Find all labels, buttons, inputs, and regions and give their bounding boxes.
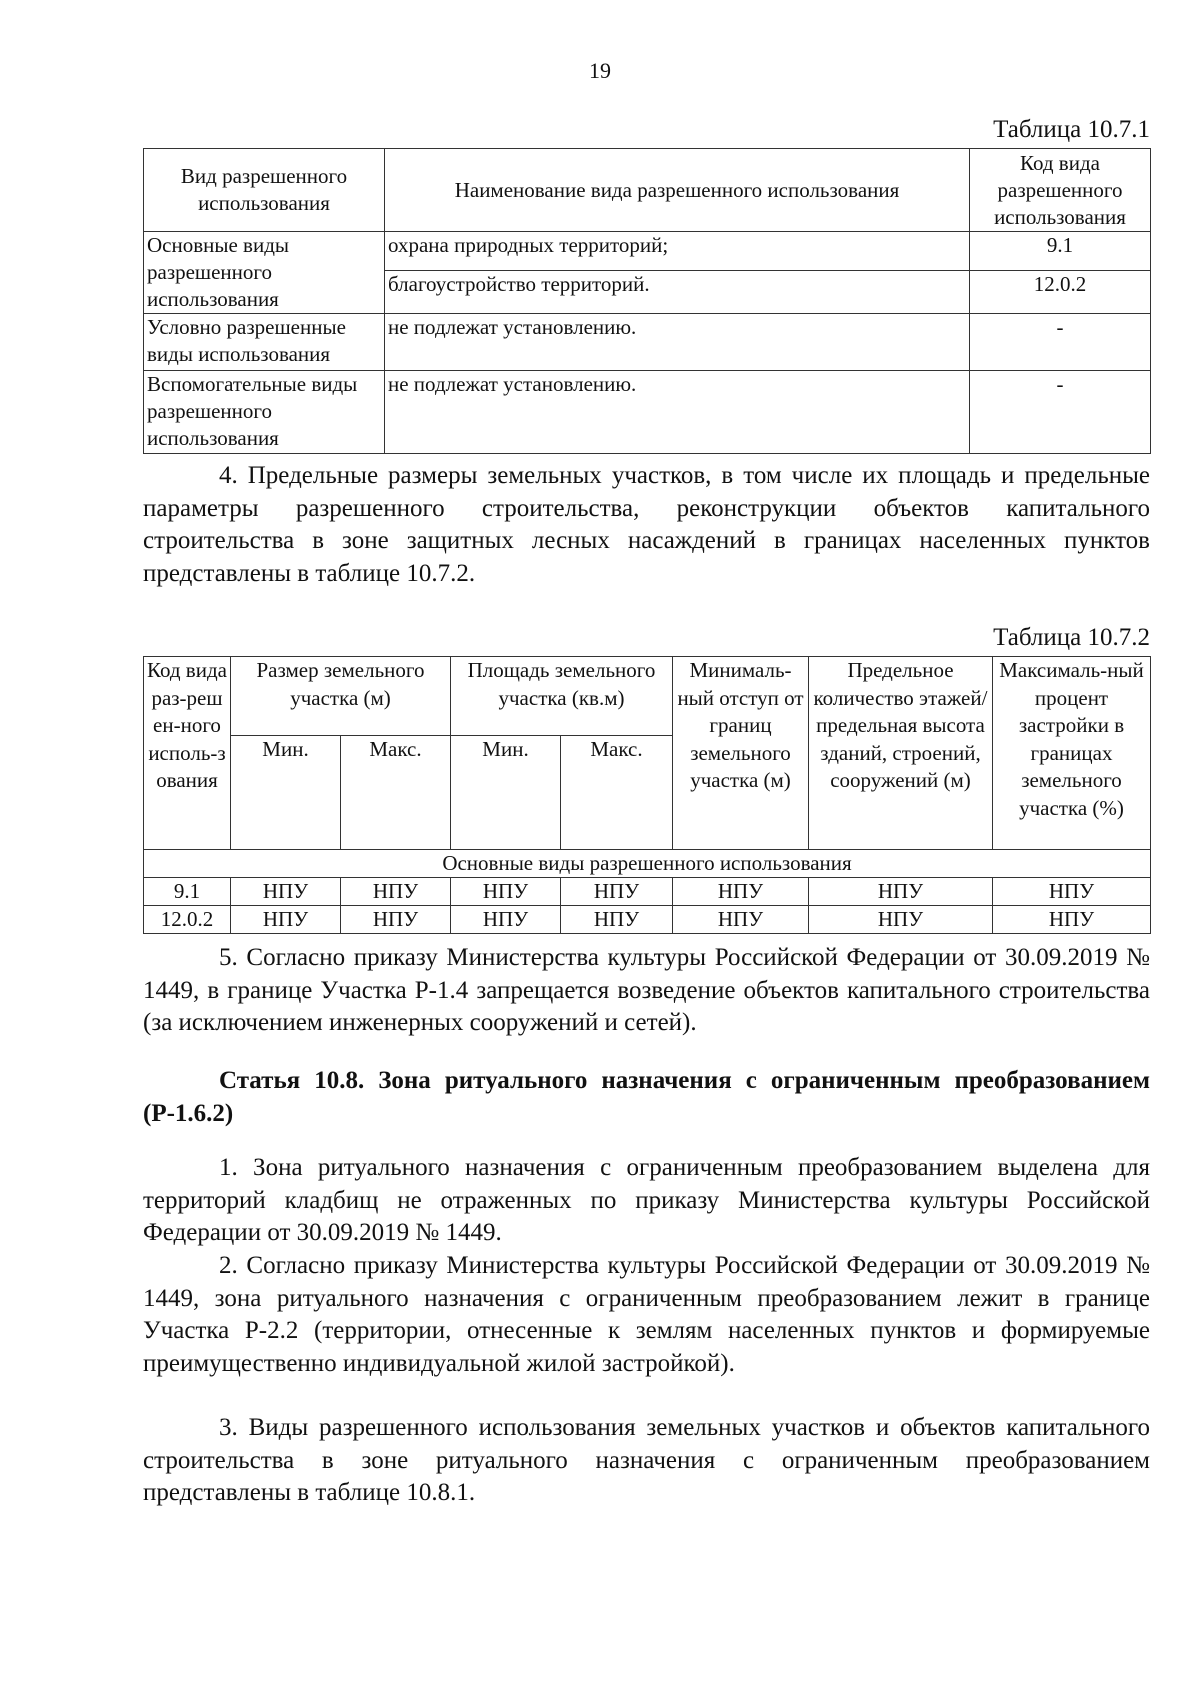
row-value-cell: НПУ	[341, 906, 451, 934]
section-label-cell: Основные виды разрешенного использования	[144, 850, 1151, 878]
row-value-cell: НПУ	[231, 906, 341, 934]
table-header-row	[144, 149, 1151, 232]
article-item-2: 2. Согласно приказу Министерства культуры Российской Федерации от 30.09.2019 № 1449, зона ритуального назначения с ограниченным преобразованием лежит в границе Участка Р-2.2 (территории, отнесенные к землям населенных пунктов и формируемые преимущественно индивидуальной жилой застройкой).	[143, 1252, 1150, 1377]
header-cell-area-max: Макс.	[561, 736, 673, 850]
header-cell-name: Наименование вида разрешенного использования	[385, 149, 970, 232]
table-section-row	[144, 850, 1151, 878]
row-value-cell: НПУ	[673, 906, 809, 934]
article-item-3: 3. Виды разрешенного использования земельных участков и объектов капитального строительства в зоне ритуального назначения с ограниченным преобразованием представлены в таблице 10.8.1.	[143, 1414, 1150, 1506]
table-caption-10-7-2: Таблица 10.7.2	[993, 624, 1150, 651]
header-cell-size: Размер земельного участка (м)	[231, 657, 451, 736]
header-cell-code: Код вида раз-решен-ного исполь-зования	[144, 657, 231, 850]
row-name-cell: охрана природных территорий;	[385, 232, 970, 271]
row-value-cell: НПУ	[451, 878, 561, 906]
row-group-cell: Вспомогательные виды разрешенного использования	[144, 371, 385, 454]
row-value-cell: НПУ	[993, 906, 1151, 934]
row-value-cell: НПУ	[341, 878, 451, 906]
row-name-cell: не подлежат установлению.	[385, 371, 970, 454]
article-heading: Статья 10.8. Зона ритуального назначения с ограниченным преобразованием (Р-1.6.2)	[143, 1067, 1150, 1127]
header-cell-kind: Вид разрешенного использования	[144, 149, 385, 232]
table-row	[144, 371, 1151, 454]
row-group-cell: Условно разрешенные виды использования	[144, 314, 385, 371]
row-code-cell: -	[970, 371, 1151, 454]
row-value-cell: НПУ	[231, 878, 341, 906]
row-name-cell: не подлежат установлению.	[385, 314, 970, 371]
paragraph-4: 4. Предельные размеры земельных участков, в том числе их площадь и предельные параметры разрешенного строительства, реконструкции объектов капитального строительства в зоне защитных лесных насаждений в границах населенных пунктов представлены в таблице 10.7.2.	[143, 462, 1150, 587]
row-value-cell: НПУ	[673, 878, 809, 906]
row-code-cell: 9.1	[970, 232, 1151, 271]
table-row	[144, 232, 1151, 271]
row-code-cell: 12.0.2	[144, 906, 231, 934]
row-code-cell: 12.0.2	[970, 271, 1151, 314]
header-cell-min-offset: Минималь-ный отступ от границ земельного участка (м)	[673, 657, 809, 850]
row-value-cell: НПУ	[561, 878, 673, 906]
table-row	[144, 314, 1151, 371]
header-cell-area: Площадь земельного участка (кв.м)	[451, 657, 673, 736]
row-value-cell: НПУ	[561, 906, 673, 934]
header-cell-percent: Максималь-ный процент застройки в границах земельного участка (%)	[993, 657, 1151, 850]
table-row	[144, 906, 1151, 934]
table-10-7-1	[143, 148, 1151, 454]
header-cell-size-max: Макс.	[341, 736, 451, 850]
header-cell-size-min: Мин.	[231, 736, 341, 850]
row-name-cell: благоустройство территорий.	[385, 271, 970, 314]
row-group-cell: Основные виды разрешенного использования	[144, 232, 385, 314]
page-number: 19	[589, 58, 611, 83]
table-caption-10-7-1: Таблица 10.7.1	[993, 116, 1150, 143]
row-value-cell: НПУ	[809, 906, 993, 934]
table-10-7-2	[143, 656, 1151, 934]
row-code-cell: -	[970, 314, 1151, 371]
row-code-cell: 9.1	[144, 878, 231, 906]
row-value-cell: НПУ	[451, 906, 561, 934]
paragraph-5: 5. Согласно приказу Министерства культуры Российской Федерации от 30.09.2019 № 1449, в границе Участка Р-1.4 запрещается возведение объектов капитального строительства (за исключением инженерных сооружений и сетей).	[143, 944, 1150, 1036]
table-row	[144, 878, 1151, 906]
header-cell-area-min: Мин.	[451, 736, 561, 850]
header-cell-floors: Предельное количество этажей/ предельная высота зданий, строений, сооружений (м)	[809, 657, 993, 850]
article-item-1: 1. Зона ритуального назначения с ограниченным преобразованием выделена для территорий кладбищ не отраженных по приказу Министерства культуры Российской Федерации от 30.09.2019 № 1449.	[143, 1154, 1150, 1246]
row-value-cell: НПУ	[993, 878, 1151, 906]
row-value-cell: НПУ	[809, 878, 993, 906]
header-cell-code: Код вида разрешенного использования	[970, 149, 1151, 232]
table-header-row	[144, 657, 1151, 736]
